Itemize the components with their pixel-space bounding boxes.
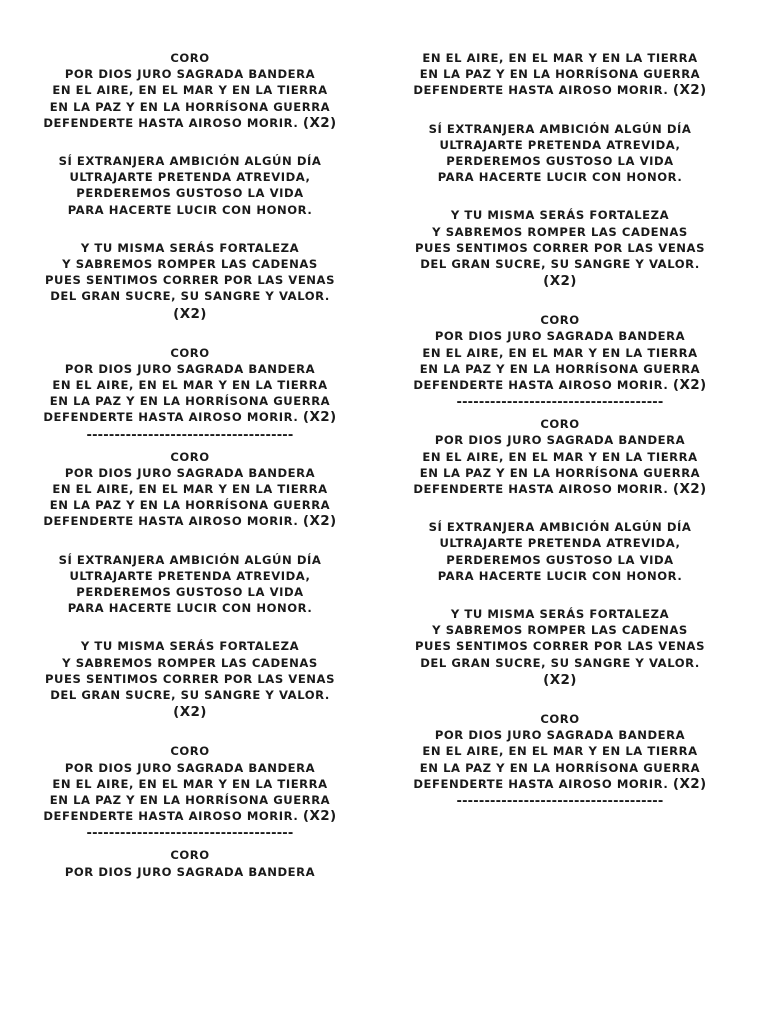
right-column [400, 50, 720, 815]
chorus-line-final [30, 115, 350, 131]
verse-line: PARA HACERTE LUCIR CON HONOR. [437, 568, 683, 583]
chorus-title: CORO [170, 345, 210, 360]
verse-line: Y SABREMOS ROMPER LAS CADENAS [62, 655, 318, 670]
chorus-block [30, 847, 350, 879]
chorus-line: DEFENDERTE HASTA AIROSO MORIR. [413, 378, 669, 393]
chorus-block [400, 416, 720, 497]
chorus-line: POR DIOS JURO SAGRADA BANDERA [434, 728, 686, 743]
verse-line: PARA HACERTE LUCIR CON HONOR. [67, 202, 313, 217]
verse-line: DEL GRAN SUCRE, SU SANGRE Y VALOR. [420, 257, 700, 272]
verse-block [400, 121, 720, 186]
chorus-block [400, 50, 720, 99]
chorus-line: DEFENDERTE HASTA AIROSO MORIR. [43, 410, 299, 425]
verse-line: ULTRAJARTE PRETENDA ATREVIDA, [69, 568, 311, 583]
repeat-marker: (X2) [302, 409, 337, 426]
chorus-title: CORO [170, 744, 210, 759]
chorus-line-final [400, 82, 720, 98]
chorus-title: CORO [540, 313, 580, 328]
verse-line: PERDEREMOS GUSTOSO LA VIDA [446, 154, 674, 169]
verse-line: PERDEREMOS GUSTOSO LA VIDA [76, 186, 304, 201]
chorus-title: CORO [540, 711, 580, 726]
chorus-line: DEFENDERTE HASTA AIROSO MORIR. [43, 115, 299, 130]
verse-block [400, 207, 720, 290]
verse-line: SÍ EXTRANJERA AMBICIÓN ALGÚN DÍA [428, 520, 692, 535]
verse-line: Y SABREMOS ROMPER LAS CADENAS [432, 623, 688, 638]
verse-block [30, 552, 350, 617]
separator-line: ------------------------------------- [456, 793, 664, 809]
verse-line: PUES SENTIMOS CORRER POR LAS VENAS [415, 639, 705, 654]
chorus-line: POR DIOS JURO SAGRADA BANDERA [434, 329, 686, 344]
separator-line: ------------------------------------- [456, 395, 664, 411]
verse-line: PUES SENTIMOS CORRER POR LAS VENAS [45, 671, 335, 686]
verse-line: PARA HACERTE LUCIR CON HONOR. [67, 601, 313, 616]
chorus-block [30, 743, 350, 824]
repeat-marker: (X2) [302, 513, 337, 530]
chorus-line: POR DIOS JURO SAGRADA BANDERA [64, 67, 316, 82]
chorus-line: POR DIOS JURO SAGRADA BANDERA [64, 760, 316, 775]
verse-line: Y SABREMOS ROMPER LAS CADENAS [432, 224, 688, 239]
left-column [30, 50, 350, 880]
chorus-line: EN EL AIRE, EN EL MAR Y EN LA TIERRA [422, 449, 698, 464]
repeat-marker: (X2) [543, 671, 577, 688]
chorus-line: EN LA PAZ Y EN LA HORRÍSONA GUERRA [419, 760, 701, 775]
verse-line: SÍ EXTRANJERA AMBICIÓN ALGÚN DÍA [58, 552, 322, 567]
verse-line: PUES SENTIMOS CORRER POR LAS VENAS [45, 273, 335, 288]
chorus-line: POR DIOS JURO SAGRADA BANDERA [64, 465, 316, 480]
chorus-title: CORO [170, 848, 210, 863]
chorus-line: DEFENDERTE HASTA AIROSO MORIR. [413, 776, 669, 791]
chorus-line: EN LA PAZ Y EN LA HORRÍSONA GUERRA [49, 498, 331, 513]
chorus-title: CORO [540, 417, 580, 432]
chorus-block [30, 449, 350, 530]
verse-line: DEL GRAN SUCRE, SU SANGRE Y VALOR. [50, 688, 330, 703]
chorus-line-final [30, 513, 350, 529]
chorus-line: EN LA PAZ Y EN LA HORRÍSONA GUERRA [419, 465, 701, 480]
verse-block [400, 606, 720, 689]
verse-line: PUES SENTIMOS CORRER POR LAS VENAS [415, 240, 705, 255]
chorus-title: CORO [170, 51, 210, 65]
repeat-marker: (X2) [302, 808, 337, 825]
verse-line: Y SABREMOS ROMPER LAS CADENAS [62, 257, 318, 272]
verse-line: PERDEREMOS GUSTOSO LA VIDA [76, 585, 304, 600]
verse-line: ULTRAJARTE PRETENDA ATREVIDA, [439, 137, 681, 152]
verse-line: Y TU MISMA SERÁS FORTALEZA [80, 240, 300, 255]
chorus-line: EN LA PAZ Y EN LA HORRÍSONA GUERRA [49, 99, 331, 114]
chorus-block [30, 50, 350, 131]
chorus-line: EN EL AIRE, EN EL MAR Y EN LA TIERRA [52, 83, 328, 98]
chorus-block [400, 312, 720, 393]
chorus-line: EN EL AIRE, EN EL MAR Y EN LA TIERRA [52, 378, 328, 393]
chorus-line-final [400, 377, 720, 393]
repeat-marker: (X2) [173, 704, 207, 721]
repeat-marker: (X2) [672, 481, 707, 498]
chorus-line: POR DIOS JURO SAGRADA BANDERA [64, 864, 316, 879]
chorus-line-final [30, 409, 350, 425]
verse-line: Y TU MISMA SERÁS FORTALEZA [450, 208, 670, 223]
chorus-line: EN EL AIRE, EN EL MAR Y EN LA TIERRA [52, 776, 328, 791]
chorus-block [30, 345, 350, 426]
verse-block [30, 240, 350, 323]
repeat-marker: (X2) [173, 305, 207, 322]
separator-line: ------------------------------------- [86, 427, 294, 443]
chorus-line: EN EL AIRE, EN EL MAR Y EN LA TIERRA [52, 482, 328, 497]
chorus-line: DEFENDERTE HASTA AIROSO MORIR. [43, 514, 299, 529]
verse-line: ULTRAJARTE PRETENDA ATREVIDA, [69, 170, 311, 185]
chorus-line: EN LA PAZ Y EN LA HORRÍSONA GUERRA [49, 394, 331, 409]
verse-block [30, 638, 350, 721]
chorus-line: DEFENDERTE HASTA AIROSO MORIR. [43, 809, 299, 824]
repeat-marker: (X2) [672, 775, 707, 792]
chorus-block [400, 711, 720, 792]
verse-line: Y TU MISMA SERÁS FORTALEZA [450, 607, 670, 622]
verse-line: Y TU MISMA SERÁS FORTALEZA [80, 639, 300, 654]
verse-line: SÍ EXTRANJERA AMBICIÓN ALGÚN DÍA [428, 121, 692, 136]
chorus-line: EN LA PAZ Y EN LA HORRÍSONA GUERRA [49, 792, 331, 807]
chorus-line: POR DIOS JURO SAGRADA BANDERA [434, 433, 686, 448]
verse-block [30, 153, 350, 218]
chorus-line: DEFENDERTE HASTA AIROSO MORIR. [413, 83, 669, 98]
chorus-line: EN LA PAZ Y EN LA HORRÍSONA GUERRA [419, 67, 701, 82]
chorus-line: EN LA PAZ Y EN LA HORRÍSONA GUERRA [419, 361, 701, 376]
chorus-line-final [30, 808, 350, 824]
chorus-line: POR DIOS JURO SAGRADA BANDERA [64, 361, 316, 376]
chorus-line-final [400, 481, 720, 497]
chorus-line: DEFENDERTE HASTA AIROSO MORIR. [413, 482, 669, 497]
chorus-title: CORO [170, 449, 210, 464]
repeat-marker: (X2) [543, 273, 577, 290]
repeat-marker: (X2) [672, 82, 707, 99]
verse-line: SÍ EXTRANJERA AMBICIÓN ALGÚN DÍA [58, 154, 322, 169]
separator-line: ------------------------------------- [86, 826, 294, 842]
verse-block [400, 519, 720, 584]
repeat-marker: (X2) [302, 114, 337, 131]
verse-line: ULTRAJARTE PRETENDA ATREVIDA, [439, 536, 681, 551]
verse-line: PERDEREMOS GUSTOSO LA VIDA [446, 552, 674, 567]
chorus-line: EN EL AIRE, EN EL MAR Y EN LA TIERRA [422, 51, 698, 65]
chorus-line: EN EL AIRE, EN EL MAR Y EN LA TIERRA [422, 345, 698, 360]
verse-line: DEL GRAN SUCRE, SU SANGRE Y VALOR. [420, 655, 700, 670]
verse-line: DEL GRAN SUCRE, SU SANGRE Y VALOR. [50, 289, 330, 304]
verse-line: PARA HACERTE LUCIR CON HONOR. [437, 170, 683, 185]
chorus-line-final [400, 776, 720, 792]
repeat-marker: (X2) [672, 377, 707, 394]
chorus-line: EN EL AIRE, EN EL MAR Y EN LA TIERRA [422, 744, 698, 759]
